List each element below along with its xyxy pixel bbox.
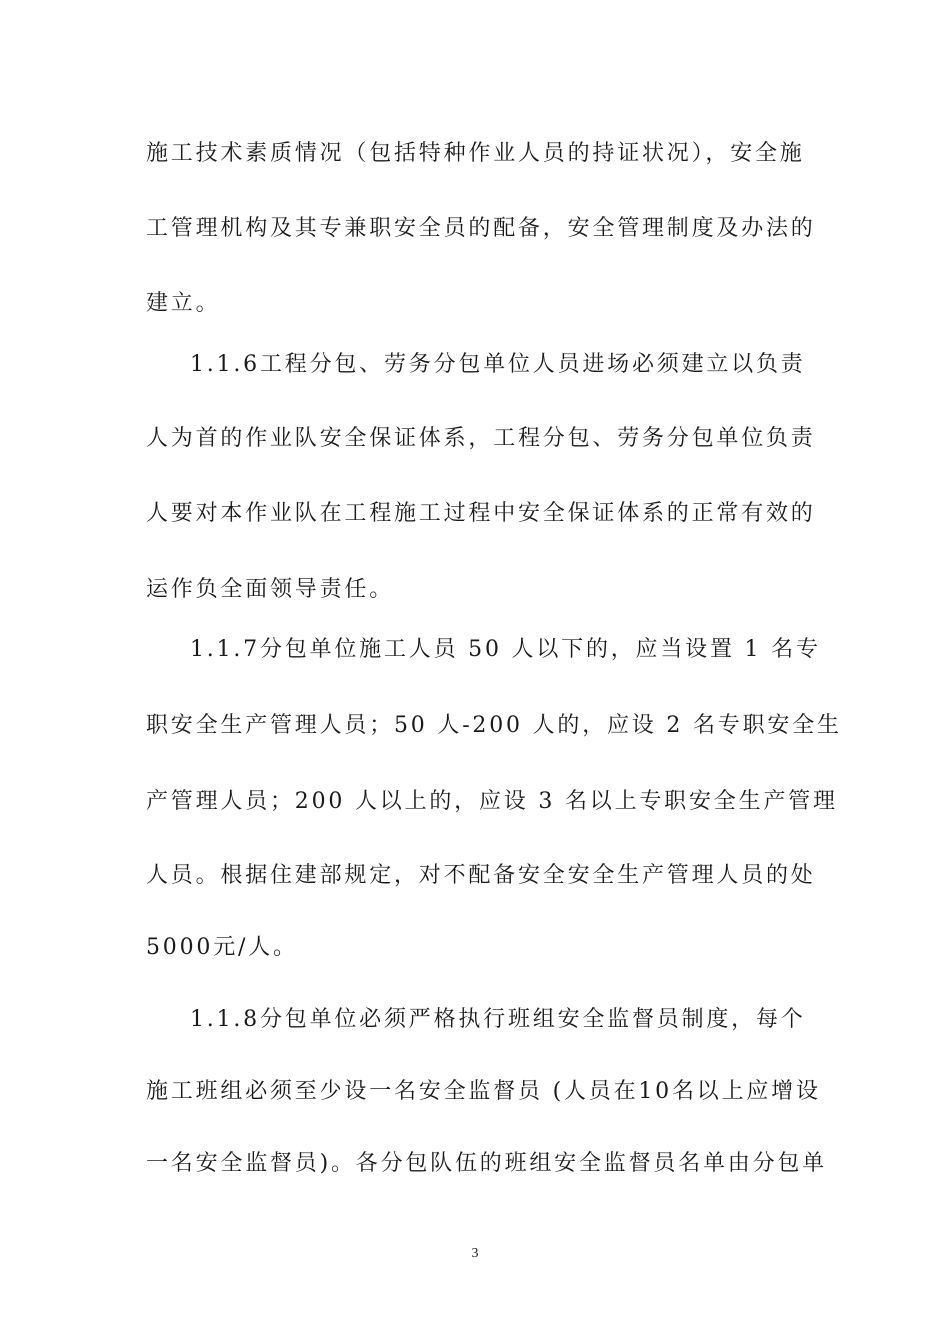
text-line: 产管理人员；200 人以上的，应设 3 名以上专职安全生产管理 [146, 789, 838, 814]
text-line: 一名安全监督员)。各分包队伍的班组安全监督员名单由分包单 [146, 1151, 827, 1176]
text-line: 建立。 [146, 291, 221, 316]
text-line: 工管理机构及其专兼职安全员的配备，安全管理制度及办法的 [146, 216, 816, 241]
text-line: 1.1.6工程分包、劳务分包单位人员进场必须建立以负责 [190, 352, 806, 377]
text-line: 1.1.8分包单位必须严格执行班组安全监督员制度，每个 [190, 1007, 806, 1032]
text-line: 职安全生产管理人员；50 人-200 人的，应设 2 名专职安全生 [146, 713, 842, 738]
text-line: 人员。根据住建部规定，对不配备安全安全生产管理人员的处 [146, 863, 816, 888]
text-line: 施工技术素质情况（包括特种作业人员的持证状况），安全施 [146, 141, 805, 166]
text-line: 运作负全面领导责任。 [146, 577, 395, 602]
text-line: 施工班组必须至少设一名安全监督员 (人员在10名以上应增设 [146, 1079, 821, 1104]
text-line: 5000元/人。 [146, 935, 298, 960]
text-line: 人要对本作业队在工程施工过程中安全保证体系的正常有效的 [146, 501, 816, 526]
text-line: 人为首的作业队安全保证体系，工程分包、劳务分包单位负责 [146, 426, 816, 451]
text-line: 1.1.7分包单位施工人员 50 人以下的，应当设置 1 名专 [190, 637, 821, 662]
page-number: 3 [471, 1246, 479, 1261]
